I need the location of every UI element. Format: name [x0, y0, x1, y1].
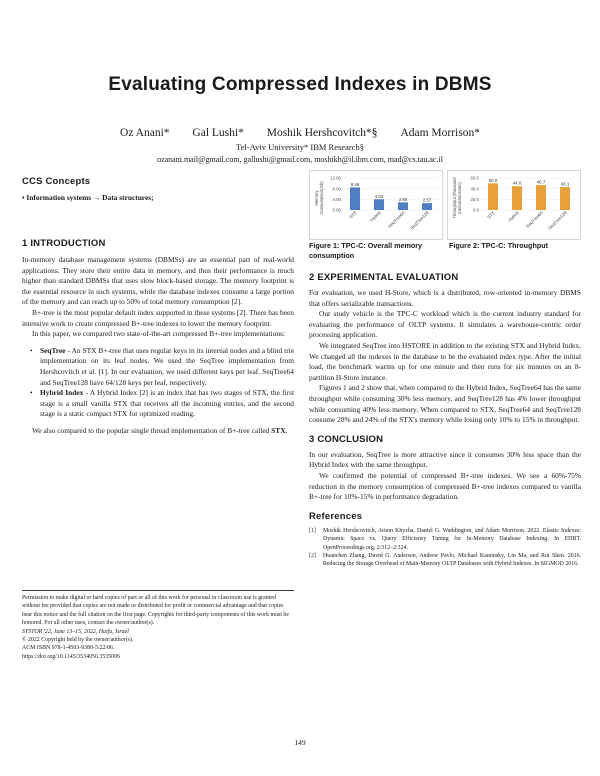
data-label: 8.46	[350, 181, 360, 187]
figure-2	[447, 170, 581, 240]
page-number: 149	[294, 738, 306, 747]
y-axis-label: MemoryConsumption(Gb)	[314, 181, 324, 215]
bullet-hybrid: • Hybrid Index - A Hybrid Index [2] is an index that has two stages of STX, the first stage is a small vanilla STX that receives all the incoming entries, and the second stage is a static compact STX for optimized reading.	[30, 388, 295, 419]
figures-row	[309, 170, 581, 268]
figure-1	[309, 170, 443, 240]
reference-list	[309, 527, 581, 569]
eval-heading: 2 EXPERIMENTAL EVALUATION	[309, 272, 459, 283]
x-tick-label: SeqTree64	[386, 210, 406, 229]
data-label: 2.57	[422, 197, 432, 203]
y-axis-label: Throughput (thousandtransactions/sec)	[452, 177, 462, 219]
y-tick-label: 40.0	[470, 186, 479, 192]
data-label: 43.1	[560, 181, 570, 187]
bullet-hybrid-name: Hybrid Index	[40, 388, 84, 398]
conclusion-paragraph-1: In our evaluation, SeqTree is more attractive since it consumes 30% less space than the Hybrid Index with the same throughput.	[309, 449, 581, 470]
data-label: 50.0	[488, 177, 498, 183]
author-3: Moshik Hershcovitch*§	[266, 127, 378, 139]
affiliations: Tel-Aviv University* IBM Research§	[236, 142, 364, 152]
bullet-hybrid-text: - A Hybrid Index [2] is an index that has two stages of STX, the first stage is a small vanilla STX that receives all the incoming entries, and the second stage is a static compact STX for optimized reading.	[40, 388, 295, 419]
bar-seqtree128	[560, 187, 570, 210]
paper-title: Evaluating Compressed Indexes in DBMS	[108, 74, 492, 95]
eval-paragraph-4: Figures 1 and 2 show that, when compared to the Hybrid Index, SeqTree64 has the same throughput while consuming 30% less memory, and SeqTree128 has 4% lower throughput while consuming 40% less memory. When compared to STX, SeqTree64 and SeqTree128 consume 28% and 24% of the STX's memory while losing only 10% to 15% in throughput.	[309, 383, 581, 425]
figure-2-caption: Figure 2: TPC-C: Throughput	[449, 241, 549, 250]
conclusion-heading: 3 CONCLUSION	[309, 433, 384, 445]
x-tick-label: SeqTree128	[547, 210, 568, 231]
data-label: 2.86	[398, 196, 408, 202]
data-label: 4.02	[374, 193, 384, 199]
intro-paragraph-1: In-memory database management systems (DBMSs) are an essential part of real-world applications. They store their entire data in memory, and thus their performance is much higher than standard DBMSs that uses slow block-based storage. The memory footprint is the essential resource in such systems, while the database indexes consume a large portion of the memory and can reach up to 50% of total memory consumption [2].	[22, 255, 294, 307]
memory-chart	[309, 170, 443, 240]
y-tick-label: 8.00	[332, 186, 341, 192]
copyright: © 2022 Copyright held by the owner/author(s).	[22, 637, 134, 644]
bar-stx	[488, 183, 498, 210]
references-heading: References	[309, 510, 363, 522]
right-column	[309, 272, 581, 569]
x-tick-label: STX	[348, 210, 358, 220]
author-4: Adam Morrison*	[400, 127, 480, 139]
bar-hybrid	[374, 199, 384, 210]
y-tick-label: 0.0	[472, 207, 479, 213]
figure-1-caption: Figure 1: TPC-C: Overall memory consumption	[309, 241, 423, 260]
y-tick-label: 20.0	[470, 196, 479, 202]
ccs-item: • Information systems → Data structures;	[22, 193, 154, 202]
reference-1: [1] Moshik Hershcovitch, Artem Khyzha, Daniel G. Waddington, and Adam Morrison. 2022. Elastic Indexes: Dynamic Space vs. Query Efficiency Tuning for In-Memory Database Indexing. In EDBT. OpenProceedings.org, 2:312–2:324.	[309, 527, 581, 551]
permission-block	[22, 590, 294, 661]
data-label: 44.6	[512, 180, 522, 186]
eval-paragraph-1: For evaluation, we used H-Store, which is a distributed, row-oriented in-memory DBMS that offers serializable transactions.	[309, 288, 581, 308]
ccs-heading: CCS Concepts	[22, 176, 91, 187]
y-tick-label: 60.0	[470, 175, 479, 181]
author-list	[0, 127, 600, 139]
author-2: Gal Lushi*	[192, 127, 244, 139]
venue: SYSTOR '22, June 13–15, 2022, Haifa, Israel	[22, 628, 129, 635]
reference-2: [2] Huanchen Zhang, David G. Andersen, Andrew Pavlo, Michael Kaminsky, Lin Ma, and Rui Shen. 2016. Reducing the Storage Overhead of Main-Memory OLTP Databases with Hybrid Indexes. In SIGMOD 2016.	[309, 552, 581, 568]
bar-stx	[350, 187, 360, 210]
intro-paragraph-2: B+-tree is the most popular default index supported in these systems [2]. There has been intensive work to create compressed B+-tree indexes to lower the memory footprint.	[22, 307, 294, 328]
doi-link[interactable]: https://doi.org/10.1145/3534056.3535006	[22, 653, 121, 660]
isbn: ACM ISBN 978-1-4503-9380-5/22/06.	[22, 645, 115, 652]
bar-hybrid	[512, 186, 522, 210]
bar-seqtree128	[422, 203, 432, 210]
intro-paragraph-3: In this paper, we compared two state-of-the-art compressed B+-tree implementations:	[32, 329, 286, 339]
x-tick-label: Hybrid	[369, 210, 382, 223]
x-tick-label: SeqTree128	[409, 210, 430, 231]
y-tick-label: 4.00	[332, 196, 341, 202]
permission-text: Permission to make digital or hard copies of part or all of this work for personal or classroom use is granted without fee provided that copies are not made or distributed for profit or commercial advantage and that copies bear this notice and the full citation on the first page. Copyrights for third-party components of this work must be honored. For all other uses, contact the owner/author(s).	[22, 595, 289, 627]
y-tick-label: 12.00	[330, 175, 341, 181]
y-tick-label: 0.00	[332, 207, 341, 213]
left-column	[22, 176, 294, 437]
author-emails: ozanani.mail@gmail.com, gallushi@gmail.com, moshikh@il.ibm.com, mad@cs.tau.ac.il	[157, 155, 443, 164]
data-label: 46.7	[536, 179, 546, 185]
bar-seqtree64	[536, 185, 546, 210]
x-tick-label: STX	[486, 210, 496, 220]
x-tick-label: SeqTree64	[524, 210, 544, 229]
intro-heading: 1 INTRODUCTION	[22, 238, 106, 249]
bullet-seqtree-name: SeqTree	[40, 345, 66, 355]
bullet-seqtree-text: - An STX B+-tree that uses regular keys in its internal nodes and a blind trie implementation on its leaf nodes. We used the SeqTree implementation from Hershcovitch et al. [1]. In our evaluation, we used different keys per leaf. SeqTree64 and SeqTree128 have 64/128 keys per leaf, respectively.	[40, 345, 294, 387]
throughput-chart	[447, 170, 581, 240]
bar-seqtree64	[398, 202, 408, 210]
bullet-seqtree: • SeqTree - An STX B+-tree that uses regular keys in its internal nodes and a blind trie implementation on its leaf nodes. We used the SeqTree implementation from Hershcovitch et al. [1]. In our evaluation, we used different keys per leaf. SeqTree64 and SeqTree128 have 64/128 keys per leaf, respectively.	[30, 345, 294, 387]
x-tick-label: Hybrid	[507, 210, 520, 223]
author-1: Oz Anani*	[120, 127, 170, 139]
eval-paragraph-2: Our study vehicle is the TPC-C workload which is the current industry standard for evaluating the performance of OLTP systems. It simulates a warehouse-centric order processing application.	[309, 309, 581, 340]
intro-paragraph-4: We also compared to the popular single thread implementation of B+-tree called STX.	[32, 425, 288, 435]
conclusion-paragraph-2: We confirmed the potential of compressed B+-tree indexes. We see a 60%-75% reduction in the memory consumption of compressed B+-tree indexes compared to vanilla B+-tree for 10%-15% in performance degradation.	[309, 470, 581, 502]
eval-paragraph-3: We integrated SeqTree into HSTORE in addition to the existing STX and Hybrid Index. We changed all the indexes in the database to be the evaluated index type. After the initial load, the benchmark warms up for one minute and then runs for six minutes on an 8-partition H-Store instance.	[309, 340, 581, 382]
